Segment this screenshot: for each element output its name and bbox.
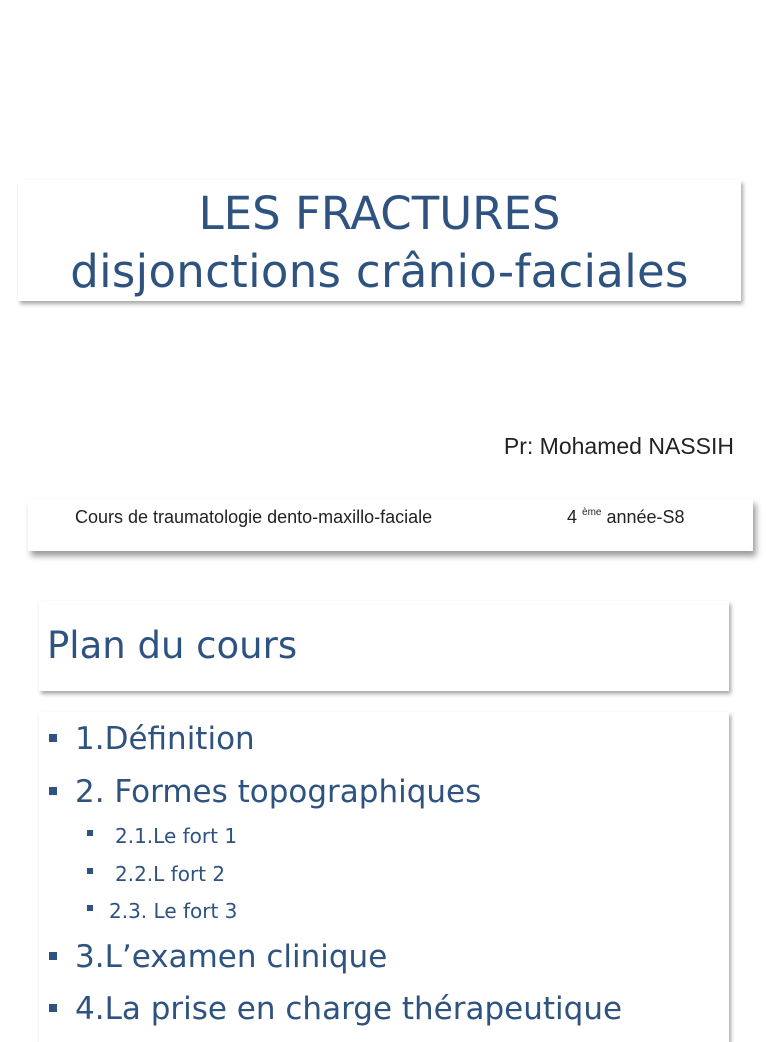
bullet-square-icon bbox=[87, 868, 93, 874]
bullet-square-icon bbox=[49, 734, 57, 742]
bullet-square-icon bbox=[87, 830, 93, 836]
course-year-number: 4 bbox=[567, 507, 578, 527]
plan-item-label: 4.La prise en charge thérapeutique bbox=[75, 991, 623, 1027]
plan-item-label: 2. Formes topographiques bbox=[75, 774, 482, 810]
plan-title: Plan du cours bbox=[47, 624, 298, 667]
plan-title-box bbox=[39, 601, 729, 691]
bullet-square-icon bbox=[49, 952, 57, 960]
course-year-rest: année-S8 bbox=[606, 507, 685, 527]
title-box bbox=[18, 180, 741, 301]
plan-item bbox=[75, 774, 481, 810]
plan-item bbox=[75, 939, 387, 975]
plan-item-label: 1.Définition bbox=[75, 721, 255, 757]
plan-item-label: 3.L’examen clinique bbox=[75, 939, 388, 975]
plan-subitem bbox=[115, 862, 225, 886]
bullet-square-icon bbox=[49, 1004, 57, 1012]
presenter-name: Pr: Mohamed NASSIH bbox=[503, 433, 734, 459]
title-line-1: LES FRACTURES bbox=[198, 187, 561, 240]
plan-item-label: 2.1.Le fort 1 bbox=[115, 824, 238, 848]
plan-item-label: 2.3. Le fort 3 bbox=[109, 899, 238, 923]
plan-list-box bbox=[39, 712, 729, 1042]
course-info-box bbox=[28, 499, 753, 551]
course-year-superscript: ème bbox=[582, 507, 602, 518]
course-name: Cours de traumatologie dento-maxillo-faciale bbox=[75, 507, 433, 527]
plan-subitem bbox=[115, 824, 237, 848]
plan-item-label: 2.2.L fort 2 bbox=[115, 862, 226, 886]
plan-item bbox=[75, 991, 622, 1027]
bullet-square-icon bbox=[49, 787, 57, 795]
plan-item bbox=[75, 721, 255, 757]
course-year bbox=[567, 507, 685, 528]
bullet-square-icon bbox=[87, 905, 93, 911]
title-line-2: disjonctions crânio-faciales bbox=[70, 245, 689, 298]
plan-subitem bbox=[109, 899, 237, 923]
